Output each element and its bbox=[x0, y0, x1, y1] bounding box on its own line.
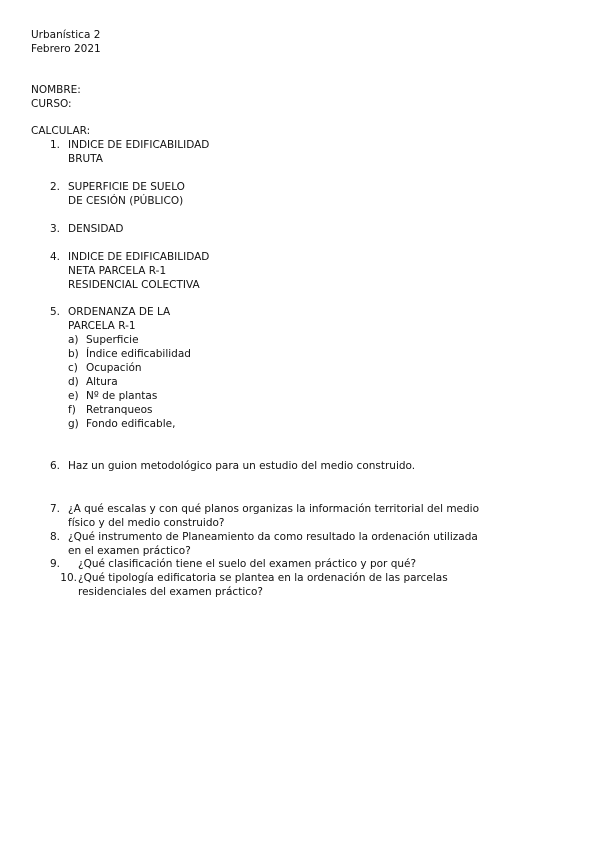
name-label: NOMBRE: bbox=[31, 84, 81, 96]
subitem-letter: e) bbox=[68, 390, 79, 402]
question-text: ¿Qué instrumento de Planeamiento da como resultado la ordenación utilizada bbox=[68, 531, 478, 543]
question-text: ¿Qué tipología edificatoria se plantea en la ordenación de las parcelas bbox=[78, 572, 448, 584]
subitem-letter: g) bbox=[68, 418, 79, 430]
question-text: ¿A qué escalas y con qué planos organizas la información territorial del medio bbox=[68, 503, 480, 515]
calc-heading: CALCULAR: bbox=[31, 125, 91, 137]
question-text: residenciales del examen práctico? bbox=[78, 586, 264, 598]
calc-item-text: PARCELA R-1 bbox=[68, 320, 136, 332]
calc-item-text: DENSIDAD bbox=[68, 223, 124, 235]
question-text: ¿Qué clasificación tiene el suelo del examen práctico y por qué? bbox=[78, 558, 417, 570]
subitem-text: Nº de plantas bbox=[86, 390, 158, 402]
calc-item-text: INDICE DE EDIFICABILIDAD bbox=[68, 251, 210, 263]
question-text: físico y del medio construido? bbox=[68, 517, 225, 529]
subitem-text: Retranqueos bbox=[86, 404, 153, 416]
question-number: 9. bbox=[49, 558, 60, 570]
subitem-letter: b) bbox=[68, 348, 79, 360]
subitem-text: Superficie bbox=[86, 334, 139, 346]
question-number: 8. bbox=[49, 531, 60, 543]
course-title: Urbanística 2 bbox=[31, 29, 101, 41]
subitem-letter: a) bbox=[68, 334, 79, 346]
question-number: 7. bbox=[49, 503, 60, 515]
calc-item-text: DE CESIÓN (PÚBLICO) bbox=[68, 195, 184, 207]
course-label: CURSO: bbox=[31, 98, 72, 110]
calc-item-text: BRUTA bbox=[68, 153, 103, 165]
subitem-letter: c) bbox=[68, 362, 78, 374]
calc-item-text: ORDENANZA DE LA bbox=[68, 306, 171, 318]
calc-item-number: 5. bbox=[49, 306, 60, 318]
calc-item-text: INDICE DE EDIFICABILIDAD bbox=[68, 139, 210, 151]
subitem-letter: d) bbox=[68, 376, 79, 388]
calc-item-text: NETA PARCELA R-1 bbox=[68, 265, 167, 277]
subitem-text: Índice edificabilidad bbox=[86, 348, 191, 360]
subitem-letter: f) bbox=[68, 404, 76, 416]
calc-item-text: RESIDENCIAL COLECTIVA bbox=[68, 279, 200, 291]
subitem-text: Ocupación bbox=[86, 362, 142, 374]
question-text: en el examen práctico? bbox=[68, 545, 191, 557]
calc-item-number: 4. bbox=[49, 251, 60, 263]
calc-item-number: 1. bbox=[49, 139, 60, 151]
question-number: 10. bbox=[60, 572, 77, 584]
question-number: 6. bbox=[49, 460, 60, 472]
question-text: Haz un guion metodológico para un estudio del medio construido. bbox=[68, 460, 416, 472]
subitem-text: Altura bbox=[86, 376, 118, 388]
subitem-text: Fondo edificable, bbox=[86, 418, 176, 430]
calc-item-text: SUPERFICIE DE SUELO bbox=[68, 181, 185, 193]
calc-item-number: 3. bbox=[49, 223, 60, 235]
calc-item-number: 2. bbox=[49, 181, 60, 193]
exam-date: Febrero 2021 bbox=[31, 43, 101, 55]
